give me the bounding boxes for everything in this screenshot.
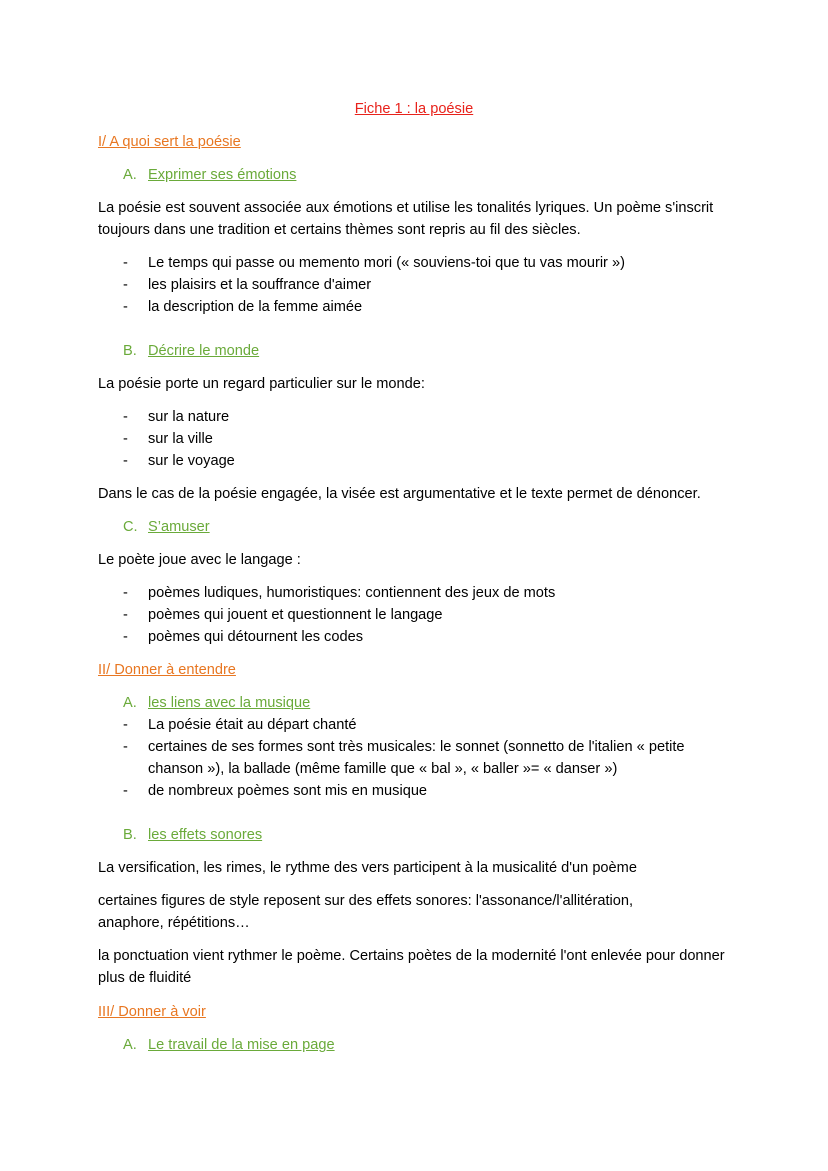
list-item: - de nombreux poèmes sont mis en musique [123,783,428,799]
subsection-2b [123,824,262,846]
list-item: - poèmes qui jouent et questionnent le langage [123,607,443,623]
paragraph: La poésie porte un regard particulier sur le monde: [98,376,425,392]
subsection-label: S’amuser [148,519,210,535]
list-item: - la description de la femme aimée [123,299,363,315]
subsection-letter: A. [123,1037,137,1053]
subsection-letter: A. [123,695,137,711]
subsection-label: les liens avec la musique [148,695,311,711]
section-heading-1: I/ A quoi sert la poésie [98,134,241,150]
subsection-label: Le travail de la mise en page [148,1037,335,1053]
subsection-1c [123,516,210,538]
paragraph: Le poète joue avec le langage : [98,552,301,568]
subsection-label: les effets sonores [148,827,263,843]
subsection-letter: A. [123,167,137,183]
subsection-1b [123,340,259,362]
paragraph: La versification, les rimes, le rythme des vers participent à la musicalité d'un poème [98,860,637,876]
list-item: - Le temps qui passe ou memento mori (« souviens-toi que tu vas mourir ») [123,255,625,271]
list-item: - sur le voyage [123,453,235,469]
list-item: - La poésie était au départ chanté [123,717,357,733]
list-item: - sur la ville [123,431,213,447]
list-item: - les plaisirs et la souffrance d'aimer [123,277,372,293]
subsection-1a [123,164,296,186]
subsection-label: Décrire le monde [148,343,260,359]
subsection-letter: C. [123,519,138,535]
subsection-2a [123,692,310,714]
paragraph: certaines figures de style reposent sur des effets sonores: l'assonance/l'allitération, anaphore, répétitions… [98,893,634,931]
page-title: Fiche 1 : la poésie [354,101,474,117]
list-item: - certaines de ses formes sont très musicales: le sonnet (sonnetto de l'italien « petite chanson »), la ballade (même famille que « bal », « baller »= « danser ») [123,739,685,777]
subsection-letter: B. [123,343,137,359]
list-item: - poèmes ludiques, humoristiques: contiennent des jeux de mots [123,585,556,601]
subsection-label: Exprimer ses émotions [148,167,297,183]
section-heading-2: II/ Donner à entendre [98,662,236,678]
list-item: - poèmes qui détournent les codes [123,629,363,645]
list-item: - sur la nature [123,409,230,425]
paragraph: La poésie est souvent associée aux émotions et utilise les tonalités lyriques. Un poème s'inscrit toujours dans une tradition et certains thèmes sont repris au fil des siècles. [98,200,714,238]
section-heading-3: III/ Donner à voir [98,1004,206,1020]
subsection-3a [123,1034,335,1056]
subsection-letter: B. [123,827,137,843]
paragraph: la ponctuation vient rythmer le poème. Certains poètes de la modernité l'ont enlevée pour donner plus de fluidité [98,948,725,986]
paragraph: Dans le cas de la poésie engagée, la visée est argumentative et le texte permet de dénoncer. [98,486,701,502]
